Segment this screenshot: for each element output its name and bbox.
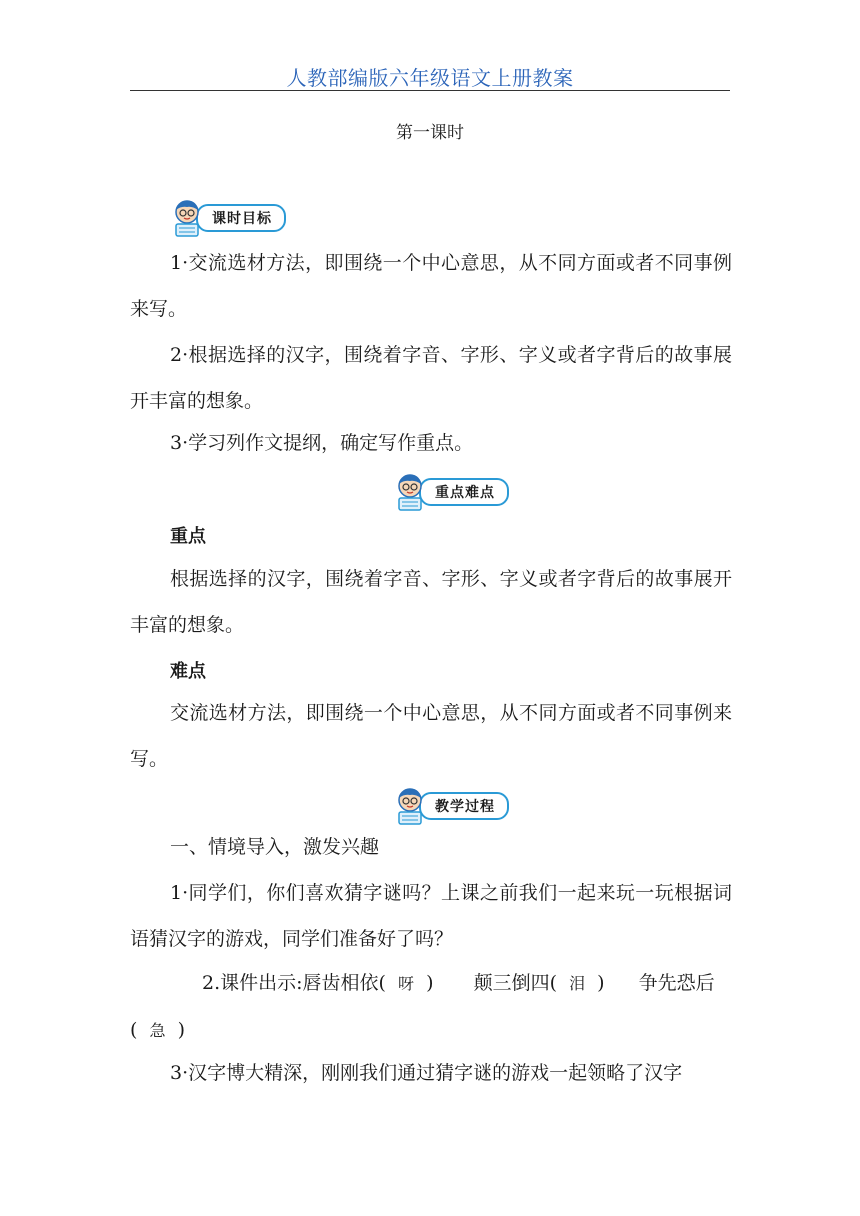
riddle-phrase: 唇齿相依 bbox=[302, 972, 379, 994]
objective-item-1: 1·交流选材方法，即围绕一个中心意思，从不同方面或者不同事例来写。 bbox=[130, 252, 732, 320]
process-step-3: 3·汉字博大精深，刚刚我们通过猜字谜的游戏一起领略了汉字 bbox=[170, 1062, 683, 1084]
process-step-2: 2.课件出示:唇齿相依( 呀 ) 颠三倒四( 泪 ) 争先恐后 ( 急 ) bbox=[130, 972, 715, 1041]
student-icon bbox=[393, 472, 427, 512]
process-heading: 一、情境导入，激发兴趣 bbox=[170, 836, 380, 858]
badge-label: 课时目标 bbox=[196, 204, 286, 232]
difficulty-text: 交流选材方法，即围绕一个中心意思，从不同方面或者不同事例来写。 bbox=[130, 702, 732, 770]
riddle-phrase: 颠三倒四 bbox=[473, 972, 550, 994]
riddle-answer: 急 bbox=[149, 1021, 166, 1040]
difficulty-label: 难点 bbox=[170, 661, 206, 682]
header-rule bbox=[130, 90, 730, 91]
riddle-answer: 呀 bbox=[398, 974, 415, 993]
student-icon bbox=[170, 198, 204, 238]
document-header: 人教部编版六年级语文上册教案 bbox=[286, 66, 574, 90]
step-2-prefix: 2.课件出示: bbox=[202, 972, 303, 994]
badge-process bbox=[393, 786, 509, 826]
focus-label: 重点 bbox=[170, 526, 206, 547]
student-icon bbox=[393, 786, 427, 826]
riddle-phrase: 争先恐后 bbox=[638, 972, 715, 994]
badge-label: 教学过程 bbox=[419, 792, 509, 820]
objective-item-3: 3·学习列作文提纲，确定写作重点。 bbox=[170, 432, 474, 454]
process-step-1: 1·同学们，你们喜欢猜字谜吗？上课之前我们一起来玩一玩根据词语猜汉字的游戏，同学们准备好了吗？ bbox=[130, 882, 732, 950]
badge-objectives bbox=[170, 198, 286, 238]
riddle-answer: 泪 bbox=[569, 974, 586, 993]
objective-item-2: 2·根据选择的汉字，围绕着字音、字形、字义或者字背后的故事展开丰富的想象。 bbox=[130, 344, 732, 412]
badge-key-points bbox=[393, 472, 509, 512]
badge-label: 重点难点 bbox=[419, 478, 509, 506]
lesson-title: 第一课时 bbox=[396, 123, 464, 143]
focus-text: 根据选择的汉字，围绕着字音、字形、字义或者字背后的故事展开丰富的想象。 bbox=[130, 568, 732, 636]
